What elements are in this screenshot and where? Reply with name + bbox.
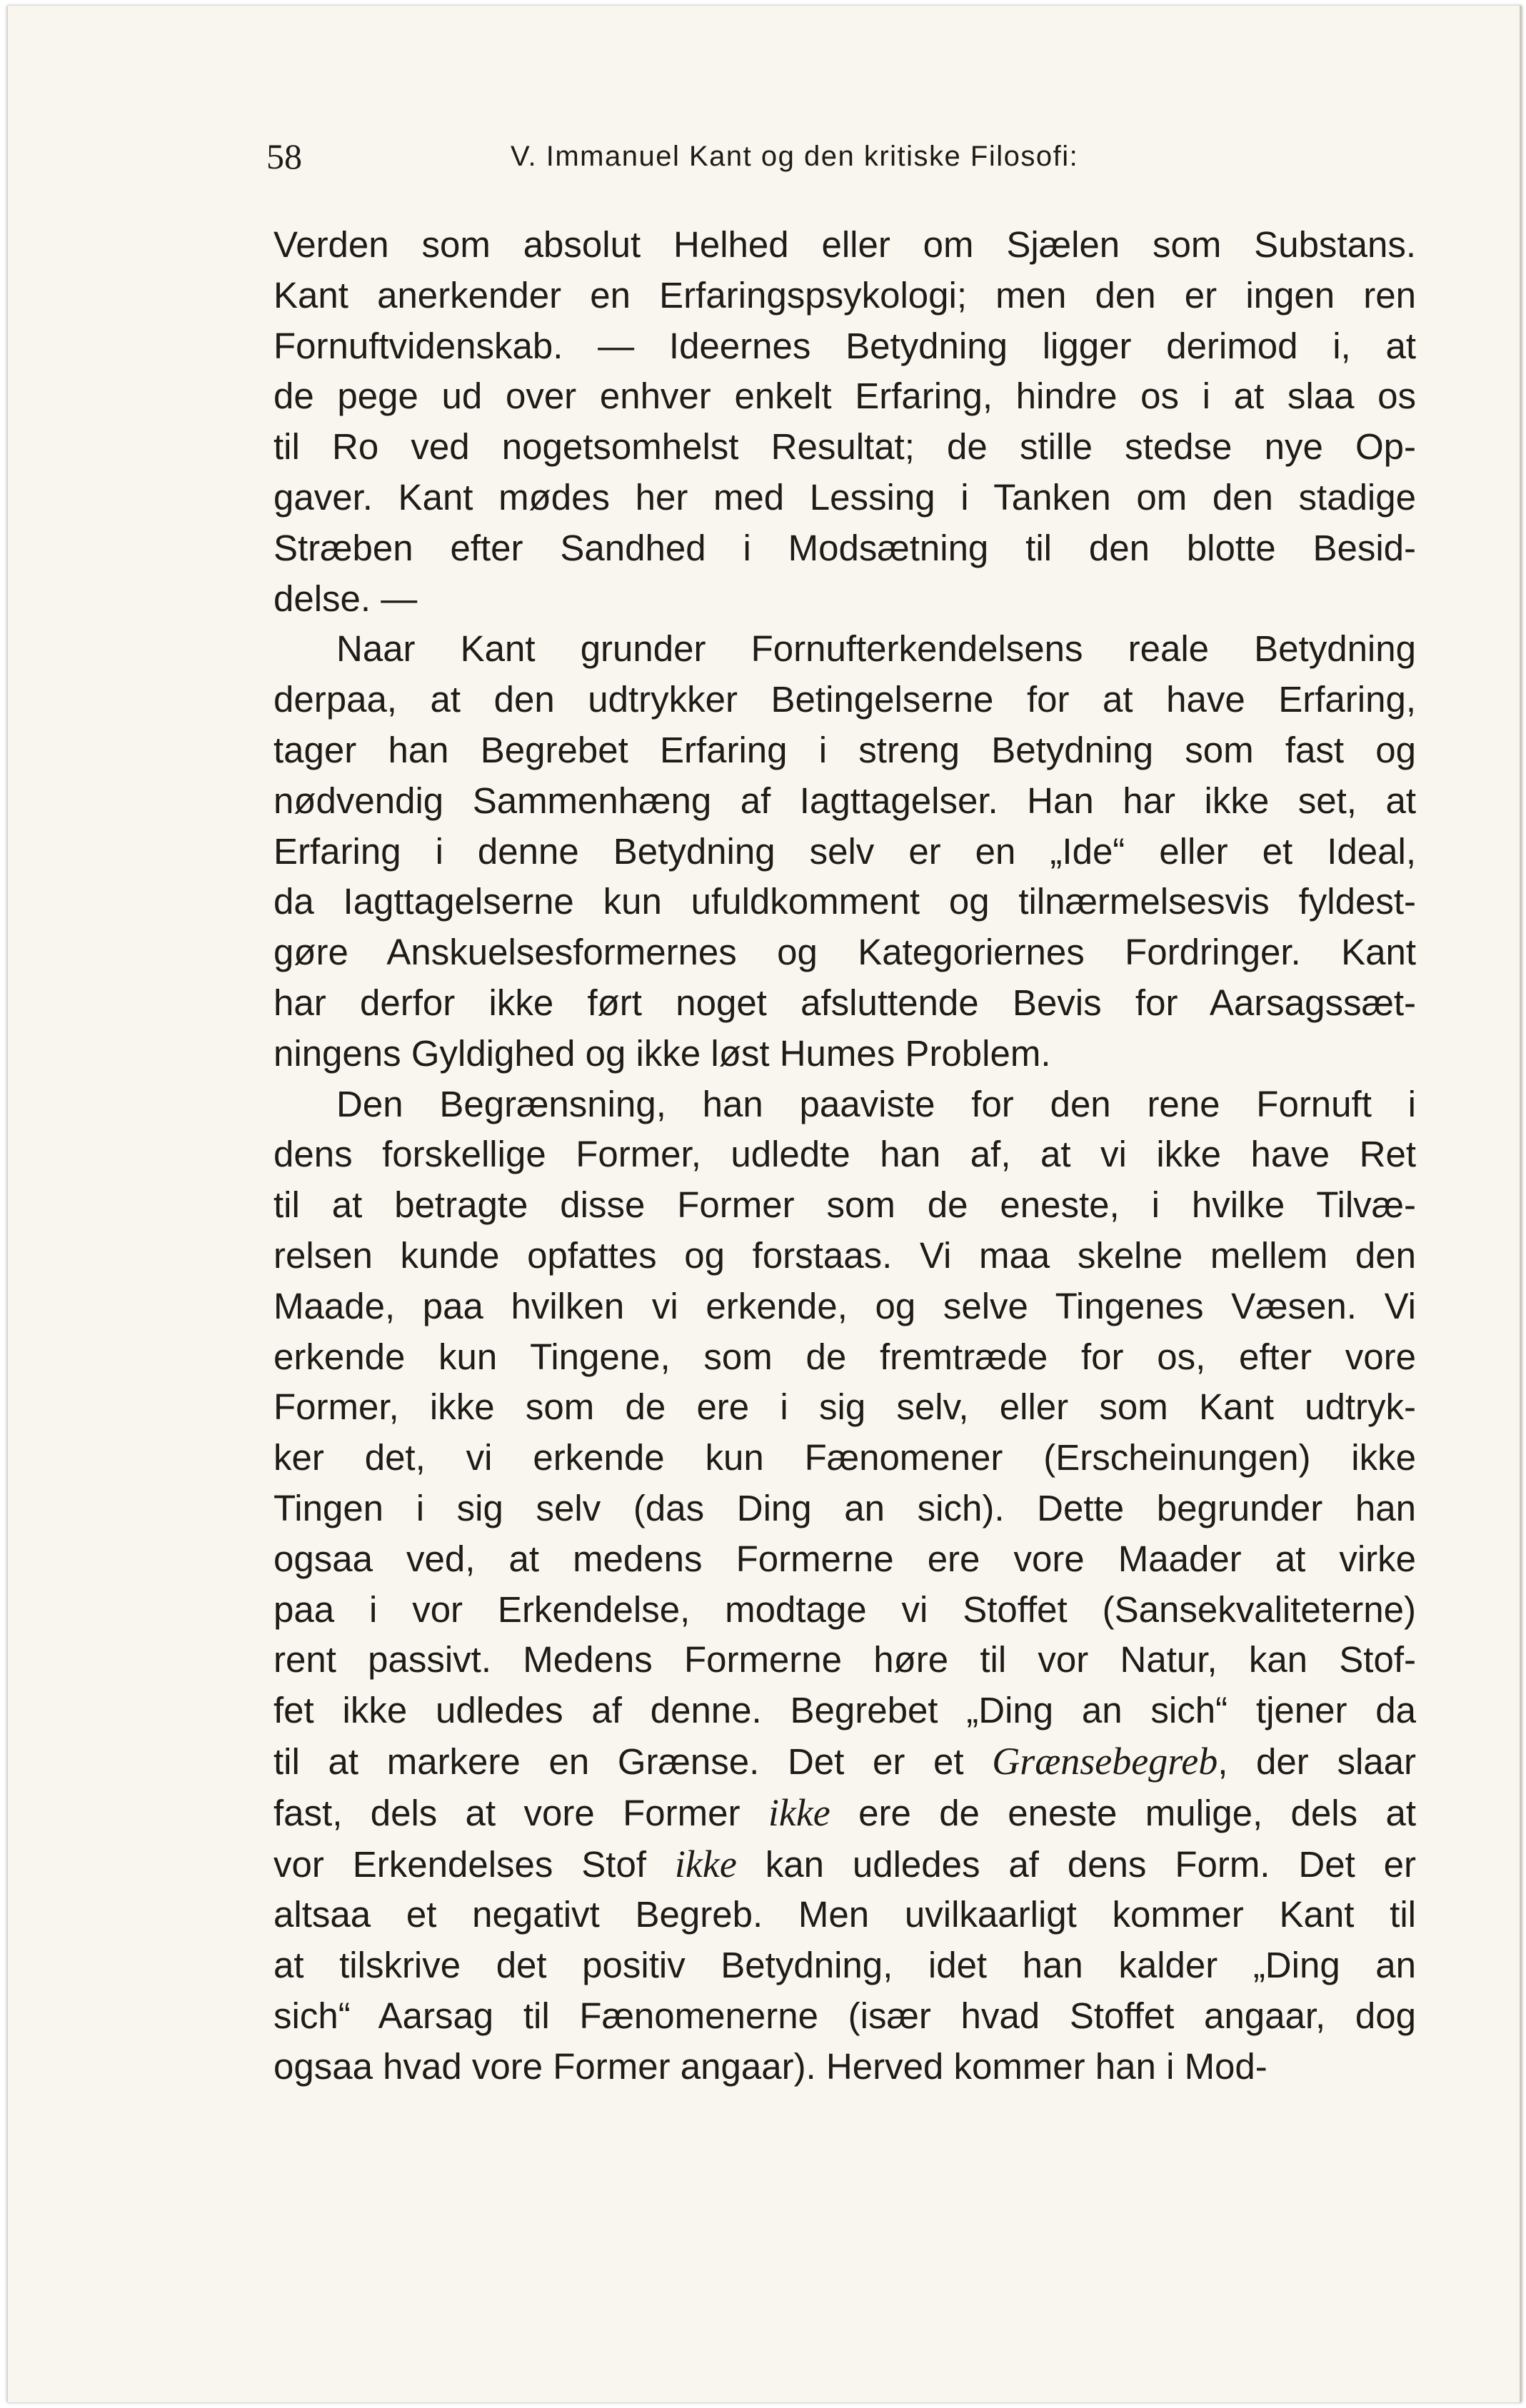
paragraph xyxy=(273,624,1416,1079)
paragraph xyxy=(273,220,1416,624)
text-line: til Ro ved nogetsomhelst Resultat; de stille stedse nye Op- xyxy=(273,426,1416,468)
italic-term: ikke xyxy=(768,1790,830,1834)
text-line: ker det, vi erkende kun Fænomener (Erscheinungen) ikke xyxy=(273,1437,1416,1478)
text-line: Stræben efter Sandhed i Modsætning til den blotte Besid- xyxy=(273,527,1416,568)
text-line: Tingen i sig selv (das Ding an sich). Dette begrunder han xyxy=(273,1487,1416,1528)
text-line: gøre Anskuelsesformernes og Kategoriernes Fordringer. Kant xyxy=(273,932,1416,973)
text-line: ogsaa ved, at medens Formerne ere vore Maader at virke xyxy=(273,1538,1416,1579)
text-line: de pege ud over enhver enkelt Erfaring, hindre os i at slaa os xyxy=(273,376,1416,417)
text-line: Former, ikke som de ere i sig selv, eller som Kant udtryk- xyxy=(273,1386,1416,1428)
text-line: ningens Gyldighed og ikke løst Humes Problem. xyxy=(273,1032,1051,1074)
text-line: til at betragte disse Former som de eneste, i hvilke Tilvæ- xyxy=(273,1184,1416,1226)
text-line: vor Erkendelses Stof ikke kan udledes af dens Form. Det er xyxy=(273,1842,1416,1885)
text-line: Kant anerkender en Erfaringspsykologi; men den er ingen ren xyxy=(273,274,1416,316)
text-line: derpaa, at den udtrykker Betingelserne for at have Erfaring, xyxy=(273,679,1416,720)
text-line: relsen kunde opfattes og forstaas. Vi maa skelne mellem den xyxy=(273,1234,1416,1276)
italic-term: ikke xyxy=(674,1842,737,1885)
text-line: Verden som absolut Helhed eller om Sjælen som Substans. xyxy=(273,224,1416,265)
text-line: fet ikke udledes af denne. Begrebet „Ding an sich“ tjener da xyxy=(273,1690,1416,1731)
text-line: rent passivt. Medens Formerne høre til vor Natur, kan Stof- xyxy=(273,1639,1416,1681)
text-line: Den Begrænsning, han paaviste for den rene Fornuft i xyxy=(336,1083,1416,1124)
text-line: Maade, paa hvilken vi erkende, og selve Tingenes Væsen. Vi xyxy=(273,1285,1416,1326)
text-line: paa i vor Erkendelse, modtage vi Stoffet (Sansekvaliteterne) xyxy=(273,1588,1416,1630)
text-line: nødvendig Sammenhæng af Iagttagelser. Han har ikke set, at xyxy=(273,780,1416,821)
text-line: dens forskellige Former, udledte han af, at vi ikke have Ret xyxy=(273,1134,1416,1175)
text-line: til at markere en Grænse. Det er et Grænsebegreb, der slaar xyxy=(273,1739,1416,1783)
page-sheet xyxy=(7,6,1522,2402)
running-head: V. Immanuel Kant og den kritiske Filosofi: xyxy=(511,141,1079,172)
text-line: Naar Kant grunder Fornufterkendelsens reale Betydning xyxy=(336,628,1416,670)
paragraph xyxy=(273,1079,1416,2092)
text-line: gaver. Kant mødes her med Lessing i Tanken om den stadige xyxy=(273,476,1416,518)
text-line: da Iagttagelserne kun ufuldkomment og tilnærmelsesvis fyldest- xyxy=(273,881,1416,922)
italic-term: Grænsebegreb xyxy=(992,1739,1218,1783)
page-number: 58 xyxy=(266,136,302,176)
text-line: at tilskrive det positiv Betydning, idet han kalder „Ding an xyxy=(273,1945,1416,1986)
page-header xyxy=(266,131,1273,181)
text-line: har derfor ikke ført noget afsluttende Bevis for Aarsagssæt- xyxy=(273,982,1416,1023)
text-line: altsaa et negativt Begreb. Men uvilkaarligt kommer Kant til xyxy=(273,1894,1416,1935)
body-text xyxy=(273,220,1416,2092)
text-line: Fornuftvidenskab. — Ideernes Betydning ligger derimod i, at xyxy=(273,325,1416,366)
text-line: Erfaring i denne Betydning selv er en „Ide“ eller et Ideal, xyxy=(273,830,1416,872)
text-line: ogsaa hvad vore Former angaar). Herved kommer han i Mod- xyxy=(273,2045,1268,2087)
text-line: fast, dels at vore Former ikke ere de eneste mulige, dels at xyxy=(273,1790,1417,1834)
text-line: tager han Begrebet Erfaring i streng Betydning som fast og xyxy=(273,729,1416,770)
text-line: erkende kun Tingene, som de fremtræde for os, efter vore xyxy=(273,1336,1416,1377)
text-line: sich“ Aarsag til Fænomenerne (især hvad Stoffet angaar, dog xyxy=(273,1995,1416,2036)
text-line: delse. — xyxy=(273,578,418,619)
